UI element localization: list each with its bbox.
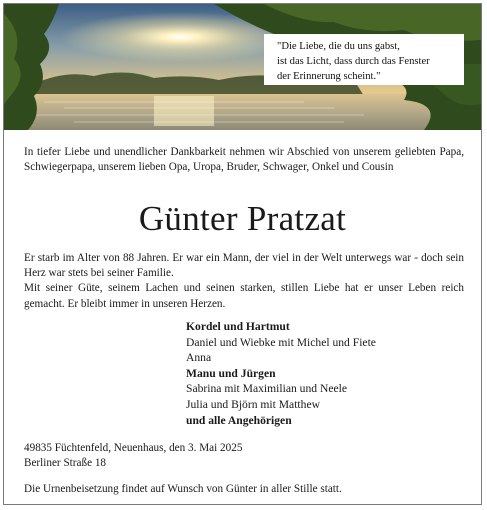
quote-line: der Erinnerung scheint." <box>277 71 381 82</box>
family-list <box>186 319 376 428</box>
family-line: Kordel und Hartmut <box>186 320 290 333</box>
life-paragraph-1: Er starb im Alter von 88 Jahren. Er war ein Mann, der viel in der Welt unterwegs war - doch sein Herz war stets bei seiner Familie. <box>24 252 464 280</box>
intro-paragraph <box>24 145 464 175</box>
family-line: Daniel und Wiebke mit Michel und Fiete <box>186 335 376 349</box>
family-line: und alle Angehörigen <box>186 413 292 427</box>
urn-notice: Die Urnenbeisetzung findet auf Wunsch von Günter in aller Stille statt. <box>24 483 342 495</box>
family-line: Manu und Jürgen <box>186 366 276 380</box>
intro-text: In tiefer Liebe und unendlicher Dankbarkeit nehmen wir Abschied von unserem geliebten Papa, Schwiegerpapa, unserem lieben Opa, Uropa, Bruder, Schwager, Onkel und Cousin <box>24 146 464 174</box>
sunset-lake-photo <box>4 4 481 130</box>
quote-line: "Die Liebe, die du uns gabst, <box>277 41 400 52</box>
place-and-address <box>24 441 464 471</box>
quote-line: ist das Licht, dass durch das Fenster <box>277 56 430 67</box>
obituary-card <box>3 3 482 505</box>
family-line: Anna <box>186 351 212 365</box>
deceased-name: Günter Pratzat <box>138 199 347 238</box>
quote-box <box>264 34 464 85</box>
family-line: Sabrina mit Maximilian und Neele <box>186 382 347 396</box>
life-paragraphs <box>24 251 464 312</box>
life-paragraph-2: Mit seiner Güte, seinem Lachen und seinen starken, stillen Liebe hat er unser Leben reich gemacht. Er bleibt immer in unseren Herzen. <box>24 282 464 310</box>
place-date: 49835 Füchtenfeld, Neuenhaus, den 3. Mai 2025 <box>24 442 243 454</box>
family-line: Julia und Björn mit Matthew <box>186 397 320 411</box>
address: Berliner Straße 18 <box>24 457 107 470</box>
